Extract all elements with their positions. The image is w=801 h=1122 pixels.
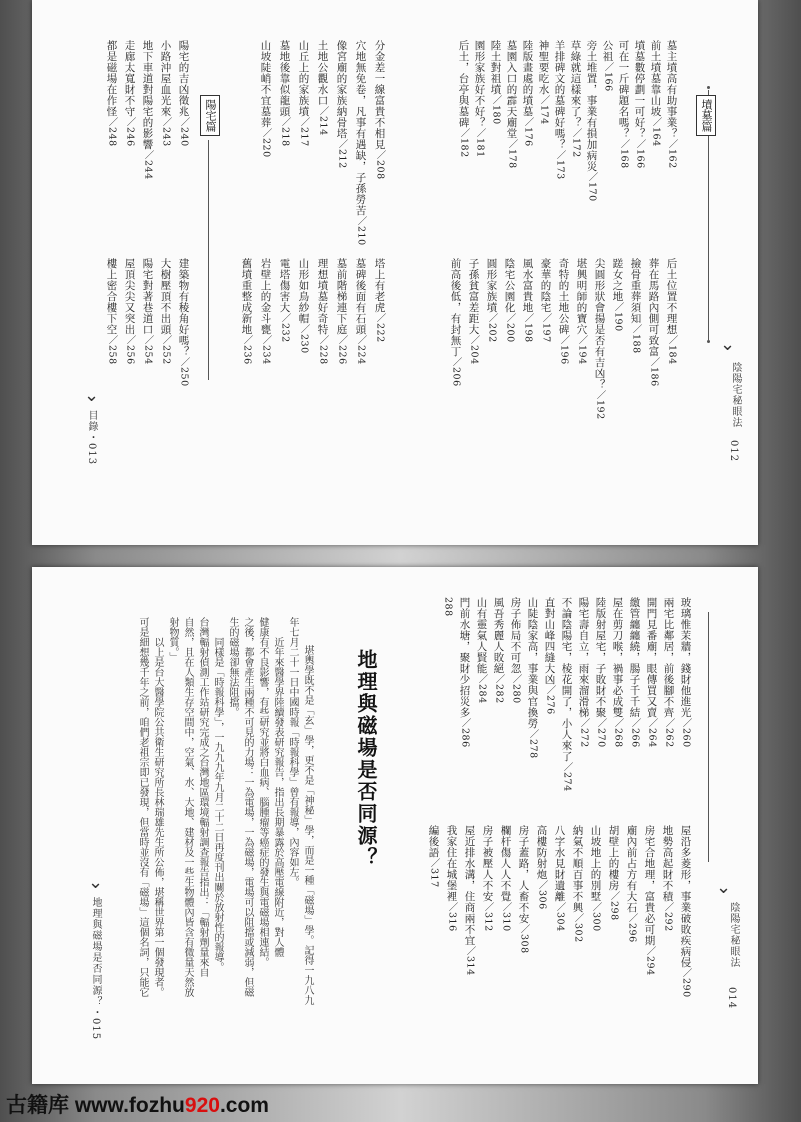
- toc-entry-title: 塔上有老虎: [373, 258, 386, 313]
- toc-entry-page: ／270: [595, 718, 607, 748]
- toc-entry-title: 大樹壓頂不出頭: [159, 258, 172, 335]
- toc-entry: [493, 597, 504, 704]
- toc-entry: [602, 40, 613, 92]
- toc-entry-title: 陽宅對著巷道口: [141, 258, 154, 335]
- toc-entry: [458, 40, 469, 158]
- body-paragraph-line: 自然，且在人類生存空間中，空氣、水、大地、建材及一些生物體內皆含有微量天然放: [182, 617, 193, 997]
- toc-entry: [558, 258, 569, 365]
- toc-entry-page: ／166: [602, 62, 614, 92]
- toc-entry-title: 地下車道對陽宅的影響: [141, 40, 154, 150]
- toc-entry-title: 風吾秀麗人敗絕: [492, 597, 505, 674]
- toc-entry-title: 墓前階梯連下庭: [335, 258, 348, 335]
- toc-entry-title: 墓主墳高有助事業？: [665, 40, 678, 139]
- toc-entry-title: 墓地後靠似龍頭: [278, 40, 291, 117]
- toc-entry: [160, 40, 171, 147]
- toc-entry-title: 屋近排水溝，住商兩不宜: [463, 825, 476, 946]
- toc-entry-title: 編後語: [427, 825, 440, 858]
- toc-entry-page: ／170: [586, 172, 598, 202]
- toc-entry-page: ／173: [554, 150, 566, 180]
- toc-entry: [666, 40, 677, 169]
- toc-entry-page: ／204: [468, 335, 480, 365]
- toc-entry-page: ／262: [663, 718, 675, 748]
- toc-entry-title: 陽宅的吉凶徵兆: [177, 40, 190, 117]
- toc-entry-title: 岩壁上的金斗甕: [259, 258, 272, 335]
- toc-entry-title: 墓園入口的霹天廟堂: [505, 40, 518, 139]
- toc-entry: [612, 597, 623, 748]
- bird-logo-icon: ⌄: [716, 877, 732, 898]
- toc-entry-title: 后土，台亭與墓碑: [457, 40, 470, 128]
- toc-entry: [474, 40, 485, 158]
- body-paragraph-line: 生的磁場卻無法阻擋。: [227, 617, 238, 717]
- toc-entry-title: 前高後低，有封無丁: [449, 258, 462, 357]
- toc-entry: [124, 258, 135, 365]
- toc-entry-page: ／250: [178, 357, 190, 387]
- toc-entry-title: 直對山峰四縫大凶: [543, 597, 556, 685]
- toc-entry-title: 撿骨重葬須知: [629, 258, 642, 324]
- toc-entry: [500, 825, 511, 932]
- toc-entry-title: 山陡陰家高，事業與官換勞: [526, 597, 539, 729]
- toc-entry-page: ／246: [124, 117, 136, 147]
- toc-entry-title: 都是磁場在作怪: [105, 40, 118, 117]
- body-paragraph-line: 射物質。」: [167, 617, 178, 662]
- toc-entry-page: ／178: [506, 139, 518, 169]
- body-paragraph-line: 健康有不良影響，有些研究並將白血病、腦腫瘤等癌症的發生與電磁場相連結。: [257, 617, 268, 967]
- toc-entry-title: 后土位置不理想: [665, 258, 678, 335]
- toc-entry: [554, 825, 565, 932]
- toc-entry-title: 神聖要吃水: [537, 40, 550, 95]
- toc-entry: [648, 258, 659, 387]
- toc-entry-page: ／276: [544, 685, 556, 715]
- body-paragraph-line: 同樣是「時報科學」，一九九九年九月二十二日再度刊出關於放射性的報導。: [212, 617, 223, 972]
- toc-entry-page: ／194: [576, 335, 588, 365]
- toc-entry: [618, 40, 629, 169]
- toc-entry: [336, 258, 347, 365]
- toc-entry: [178, 40, 189, 147]
- toc-entry: [595, 597, 606, 748]
- toc-entry-page: ／188: [630, 324, 642, 354]
- toc-entry: [279, 40, 290, 147]
- toc-entry-page: ／196: [558, 335, 570, 365]
- toc-entry-page: ／248: [106, 117, 118, 147]
- toc-entry: [355, 258, 366, 365]
- toc-entry: [241, 258, 252, 365]
- toc-entry-title: 奇特的土地公碑: [557, 258, 570, 335]
- toc-entry: [482, 825, 493, 932]
- toc-entry-title: 房宅合地理，富貴必可期: [643, 825, 656, 946]
- toc-entry-page: ／166: [634, 139, 646, 169]
- toc-entry: [626, 825, 637, 943]
- toc-entry: [630, 258, 641, 354]
- bird-logo-icon: ⌄: [720, 334, 736, 355]
- toc-entry-page: ／302: [572, 913, 584, 943]
- toc-entry-page: ／278: [527, 729, 539, 759]
- toc-entry-title: 房子佈局不可忽: [509, 597, 522, 674]
- toc-entry-page: ／258: [106, 335, 118, 365]
- bird-logo-icon: ⌄: [84, 385, 100, 406]
- toc-entry: [540, 258, 551, 343]
- footer-label: 目錄・013: [86, 410, 97, 466]
- toc-entry-page: ／268: [612, 718, 624, 748]
- toc-entry-title: 兩宅比鄰居，前後腳不齊: [662, 597, 675, 718]
- toc-entry-page: ／260: [680, 718, 692, 748]
- toc-entry-title: 墓碑後面有石頭: [354, 258, 367, 335]
- toc-entry-page: ／212: [336, 139, 348, 169]
- toc-entry-title: 子孫貧富差距大: [467, 258, 480, 335]
- toc-entry: [459, 597, 470, 748]
- body-paragraph-line: 台灣輻射偵測工作站研究完成之台灣地區環境輻射調查報告指出：「輻射劑量來自: [197, 617, 208, 977]
- section-heading-yang: 陽宅篇: [200, 95, 220, 136]
- toc-entry-title: 玻璃惟茉牆，錢財他進光: [679, 597, 692, 718]
- toc-entry-page: ／182: [458, 128, 470, 158]
- running-header: 陰陽宅秘眼法: [730, 362, 741, 428]
- toc-entry-page: ／312: [482, 902, 494, 932]
- toc-entry-page: ／284: [476, 674, 488, 704]
- toc-entry-page: ／280: [510, 674, 522, 704]
- toc-entry-page: ／208: [374, 150, 386, 180]
- toc-entry-page: ／252: [160, 335, 172, 365]
- toc-entry-title: 像宮廟的家族納骨塔: [335, 40, 348, 139]
- toc-entry-page: ／206: [450, 357, 462, 387]
- toc-entry-page: ／310: [500, 902, 512, 932]
- toc-entry: [561, 597, 572, 792]
- toc-entry-title: 廟內前占方有大石: [625, 825, 638, 913]
- toc-entry-title: 地勢高起財不積: [661, 825, 674, 902]
- toc-entry-page: ／308: [518, 924, 530, 954]
- toc-entry-title: 豪華的陰宅: [539, 258, 552, 313]
- toc-entry: [336, 40, 347, 169]
- toc-entry-title: 走廊太寬財不守: [123, 40, 136, 117]
- toc-entry: [570, 40, 581, 158]
- section-heading-tomb: 墳墓篇: [696, 95, 716, 136]
- rule-dot: [707, 340, 710, 343]
- toc-entry-title: 土地公觀水口: [316, 40, 329, 106]
- bottom-page-spread: [32, 567, 758, 1084]
- toc-entry-page: ／180: [490, 95, 502, 125]
- toc-entry-page: ／272: [578, 718, 590, 748]
- decorative-rule: [208, 140, 209, 380]
- toc-entry: [428, 825, 439, 888]
- toc-entry-title: 可在一斤碑題名嗎？: [617, 40, 630, 139]
- footer-label: 地理與磁場是否同源？・015: [90, 897, 101, 1041]
- toc-entry-title: 高樓防射炮: [535, 825, 548, 880]
- toc-entry-page: ／306: [536, 880, 548, 910]
- toc-entry-page: ／294: [644, 946, 656, 976]
- toc-entry: [590, 825, 601, 932]
- toc-entry: [578, 597, 589, 748]
- toc-entry: [586, 40, 597, 202]
- toc-entry: [298, 40, 309, 147]
- toc-entry-title: 電塔傷害大: [278, 258, 291, 313]
- toc-entry-title: 分金差一線富貴不相見: [373, 40, 386, 150]
- toc-entry-title: 繳管纏纏繞，腸子千千結: [628, 597, 641, 718]
- toc-entry-title: 羊排碑文的墓碑好嗎？: [553, 40, 566, 150]
- toc-entry-title: 胡壁上的樓房: [607, 825, 620, 891]
- toc-entry-title: 公祖: [601, 40, 614, 62]
- toc-entry-page: ／256: [124, 335, 136, 365]
- watermark-url-c: .com: [219, 1094, 269, 1117]
- toc-entry-title: 旁土堆置，事業有損加病災: [585, 40, 598, 172]
- toc-entry-page: ／217: [298, 117, 310, 147]
- toc-entry-page: ／244: [142, 150, 154, 180]
- toc-entry-title: 陰宅公園化: [503, 258, 516, 313]
- toc-entry: [522, 258, 533, 343]
- toc-entry: [634, 40, 645, 169]
- toc-entry-title: 不論陰陽宅，棱花開了，小人來了: [560, 597, 573, 762]
- toc-entry-title: 堪興明師的寶穴: [575, 258, 588, 335]
- toc-entry-title: 山形如鳥紗帽: [297, 258, 310, 324]
- toc-entry-title: 小路沖屋血光來: [159, 40, 172, 117]
- toc-entry-title: 陸版畫處的墳墓: [521, 40, 534, 117]
- toc-entry: [536, 825, 547, 910]
- toc-entry-page: ／240: [178, 117, 190, 147]
- toc-entry-title: 屋沿多菱形，事業破敗疾病侵: [679, 825, 692, 968]
- toc-entry-page: ／222: [374, 313, 386, 343]
- page-number: 012: [728, 440, 739, 463]
- toc-entry-page: ／314: [464, 946, 476, 976]
- toc-entry: [106, 258, 117, 365]
- toc-entry-page: ／316: [446, 902, 458, 932]
- toc-entry-page: ／181: [474, 128, 486, 158]
- toc-entry-title: 圓形家族墳: [485, 258, 498, 313]
- toc-entry-page: ／232: [279, 313, 291, 343]
- toc-entry-title: 蹉女之地: [611, 258, 624, 302]
- toc-entry-title: 穴地無免卷，凡事有遇缺，子孫勞苦: [354, 40, 367, 216]
- toc-entry-page: ／184: [666, 335, 678, 365]
- article-title: 地理與磁場是否同源？: [354, 649, 378, 869]
- toc-entry-page: ／236: [241, 335, 253, 365]
- toc-entry-page: ／243: [160, 117, 172, 147]
- toc-entry-title: 樓上密合樓下空: [105, 258, 118, 335]
- toc-entry-title: 陸版射屋宅，子敗財不聚: [594, 597, 607, 718]
- toc-entry-title: 門前水塘，聚財少招災多: [458, 597, 471, 718]
- toc-entry: [446, 825, 457, 932]
- toc-entry: [124, 40, 135, 147]
- site-watermark: [6, 1089, 269, 1119]
- top-page-spread: [32, 0, 758, 545]
- toc-entry: [572, 825, 583, 943]
- body-paragraph-line: 堪輿學既不是「玄」學，更不是「神秘」學，而是一種「磁場」學。記得一九八九: [302, 645, 313, 1005]
- toc-entry: [279, 258, 290, 343]
- toc-entry-title: 山坡地上的別墅: [589, 825, 602, 902]
- toc-entry: [629, 597, 640, 748]
- body-paragraph-line: 近年來醫學界陸續發表研究報告，指出長期暴露於高壓電線附近，對人體: [272, 617, 283, 957]
- toc-entry-page: ／234: [260, 335, 272, 365]
- toc-entry-title: 我家住在城堡裡: [445, 825, 458, 902]
- toc-entry: [608, 825, 619, 921]
- toc-entry-title: 山坡陡峭不宜墓葬: [259, 40, 272, 128]
- toc-entry: [576, 258, 587, 365]
- toc-entry-page: ／162: [666, 139, 678, 169]
- toc-entry: [527, 597, 538, 759]
- toc-entry-page: ／266: [629, 718, 641, 748]
- toc-entry-page: ／174: [538, 95, 550, 125]
- toc-entry-title: 屋頂尖尖又突出: [123, 258, 136, 335]
- toc-entry: [355, 40, 366, 246]
- toc-entry: [644, 825, 655, 976]
- toc-entry: [554, 40, 565, 180]
- toc-entry-page: ／226: [336, 335, 348, 365]
- toc-entry-title: 葬在馬路內側可致富: [647, 258, 660, 357]
- running-header: 陰陽宅秘眼法: [728, 902, 739, 968]
- watermark-label: 古籍库: [6, 1094, 75, 1117]
- toc-entry: [490, 40, 501, 125]
- toc-entry: [374, 258, 385, 343]
- toc-entry-page: ／282: [493, 674, 505, 704]
- toc-entry-page: 288: [442, 597, 454, 617]
- watermark-url-a: www.fozhu: [74, 1094, 185, 1117]
- toc-entry: [464, 825, 475, 976]
- page-number: 014: [726, 987, 737, 1010]
- body-paragraph-line: 以上是台大醫學院公共衛生研究所長林瑞雄先生所公佈，堪稱世界第一個發現者。: [152, 617, 163, 997]
- toc-entry-page: ／300: [590, 902, 602, 932]
- toc-entry: [504, 258, 515, 343]
- toc-entry: [476, 597, 487, 704]
- toc-entry-page: ／172: [570, 128, 582, 158]
- toc-entry: [544, 597, 555, 715]
- toc-entry-page: ／274: [561, 762, 573, 792]
- toc-entry: [612, 258, 623, 332]
- toc-entry: [594, 258, 605, 420]
- toc-entry-page: ／192: [594, 390, 606, 420]
- toc-entry-title: 舊墳重整成新地: [240, 258, 253, 335]
- toc-entry-page: ／197: [540, 313, 552, 343]
- toc-entry: [662, 825, 673, 932]
- toc-entry: [374, 40, 385, 180]
- toc-entry: [178, 258, 189, 387]
- rule-dot: [707, 86, 710, 89]
- toc-entry-title: 前土墳墓靠山坡: [649, 40, 662, 117]
- toc-entry-page: ／218: [279, 117, 291, 147]
- toc-entry-page: ／296: [626, 913, 638, 943]
- toc-entry: [442, 597, 453, 617]
- toc-entry-page: ／190: [612, 302, 624, 332]
- toc-entry-title: 理想墳墓好奇特: [316, 258, 329, 335]
- toc-entry-page: ／304: [554, 902, 566, 932]
- toc-entry: [650, 40, 661, 147]
- body-paragraph-line: 可是細想幾千年之前，咱們老祖宗即已發現，但當時並沒有「磁場」這個名詞，只能它: [137, 617, 148, 997]
- toc-entry-title: 尖圓形狀會揚是否有吉凶？: [593, 258, 606, 390]
- toc-entry-title: 納氣不順百事不興: [571, 825, 584, 913]
- toc-entry-page: ／290: [680, 968, 692, 998]
- toc-entry-title: 山有靈氣人賢能: [475, 597, 488, 674]
- toc-entry-page: ／264: [646, 718, 658, 748]
- toc-entry: [450, 258, 461, 387]
- toc-entry-title: 墳墓數停劃一可好？: [633, 40, 646, 139]
- toc-entry: [680, 825, 691, 998]
- toc-entry-page: ／214: [317, 106, 329, 136]
- toc-entry-page: ／317: [428, 858, 440, 888]
- toc-entry: [506, 40, 517, 169]
- toc-entry-page: ／220: [260, 128, 272, 158]
- toc-entry-page: ／286: [459, 718, 471, 748]
- toc-entry: [106, 40, 117, 147]
- toc-entry: [142, 40, 153, 180]
- watermark-url-b: 920: [184, 1094, 220, 1117]
- toc-entry: [663, 597, 674, 748]
- toc-entry-page: ／228: [317, 335, 329, 365]
- toc-entry-page: ／164: [650, 117, 662, 147]
- toc-entry: [260, 258, 271, 365]
- toc-entry-page: ／176: [522, 117, 534, 147]
- toc-entry-page: ／210: [355, 216, 367, 246]
- toc-entry: [522, 40, 533, 147]
- toc-entry-title: 陽宅壽自立，雨來溜滑梯: [577, 597, 590, 718]
- toc-entry: [317, 258, 328, 365]
- toc-entry-title: 開門見番廟，眼傳買又賣: [645, 597, 658, 718]
- toc-entry-title: 房子蓋路，人畜不安: [517, 825, 530, 924]
- toc-entry-page: ／224: [355, 335, 367, 365]
- toc-entry: [468, 258, 479, 365]
- toc-entry-title: 草綠就這樣來了？: [569, 40, 582, 128]
- toc-entry: [538, 40, 549, 125]
- toc-entry-title: 風水富貴地: [521, 258, 534, 313]
- body-paragraph-line: 年七月二十一日中國時報「時報科學」曾有報導，內容如左。: [287, 617, 298, 887]
- toc-entry-title: 陸土對祖墳: [489, 40, 502, 95]
- toc-entry-page: ／200: [504, 313, 516, 343]
- toc-entry: [666, 258, 677, 365]
- toc-entry-page: ／198: [522, 313, 534, 343]
- toc-entry: [317, 40, 328, 136]
- toc-entry-page: ／298: [608, 891, 620, 921]
- toc-entry: [260, 40, 271, 158]
- decorative-rule: [708, 612, 709, 862]
- toc-entry-title: 山丘上的家族墳: [297, 40, 310, 117]
- toc-entry-title: 八字水見財遺離: [553, 825, 566, 902]
- body-paragraph-line: 之後，都會產生兩種不可見的力場：一為電場，一為磁場，電場可以阻擋或減弱，但磁: [242, 617, 253, 997]
- toc-entry: [486, 258, 497, 343]
- toc-entry-title: 建築物有稜角好嗎？: [177, 258, 190, 357]
- toc-entry-page: ／230: [298, 324, 310, 354]
- toc-entry-title: 屋在剪刀喉，禍事必成雙: [611, 597, 624, 718]
- toc-entry-page: ／186: [648, 357, 660, 387]
- bird-logo-icon: ⌄: [88, 872, 104, 893]
- toc-entry: [142, 258, 153, 365]
- toc-entry-title: 房子被壓人不安: [481, 825, 494, 902]
- toc-entry: [160, 258, 171, 365]
- toc-entry: [646, 597, 657, 748]
- toc-entry-page: ／168: [618, 139, 630, 169]
- toc-entry: [298, 258, 309, 354]
- toc-entry-page: ／202: [486, 313, 498, 343]
- toc-entry-title: 欄杆傷人人不覺: [499, 825, 512, 902]
- toc-entry-page: ／292: [662, 902, 674, 932]
- toc-entry-title: 園形家族好不好？: [473, 40, 486, 128]
- toc-entry: [510, 597, 521, 704]
- toc-entry-page: ／254: [142, 335, 154, 365]
- toc-entry: [518, 825, 529, 954]
- toc-entry: [680, 597, 691, 748]
